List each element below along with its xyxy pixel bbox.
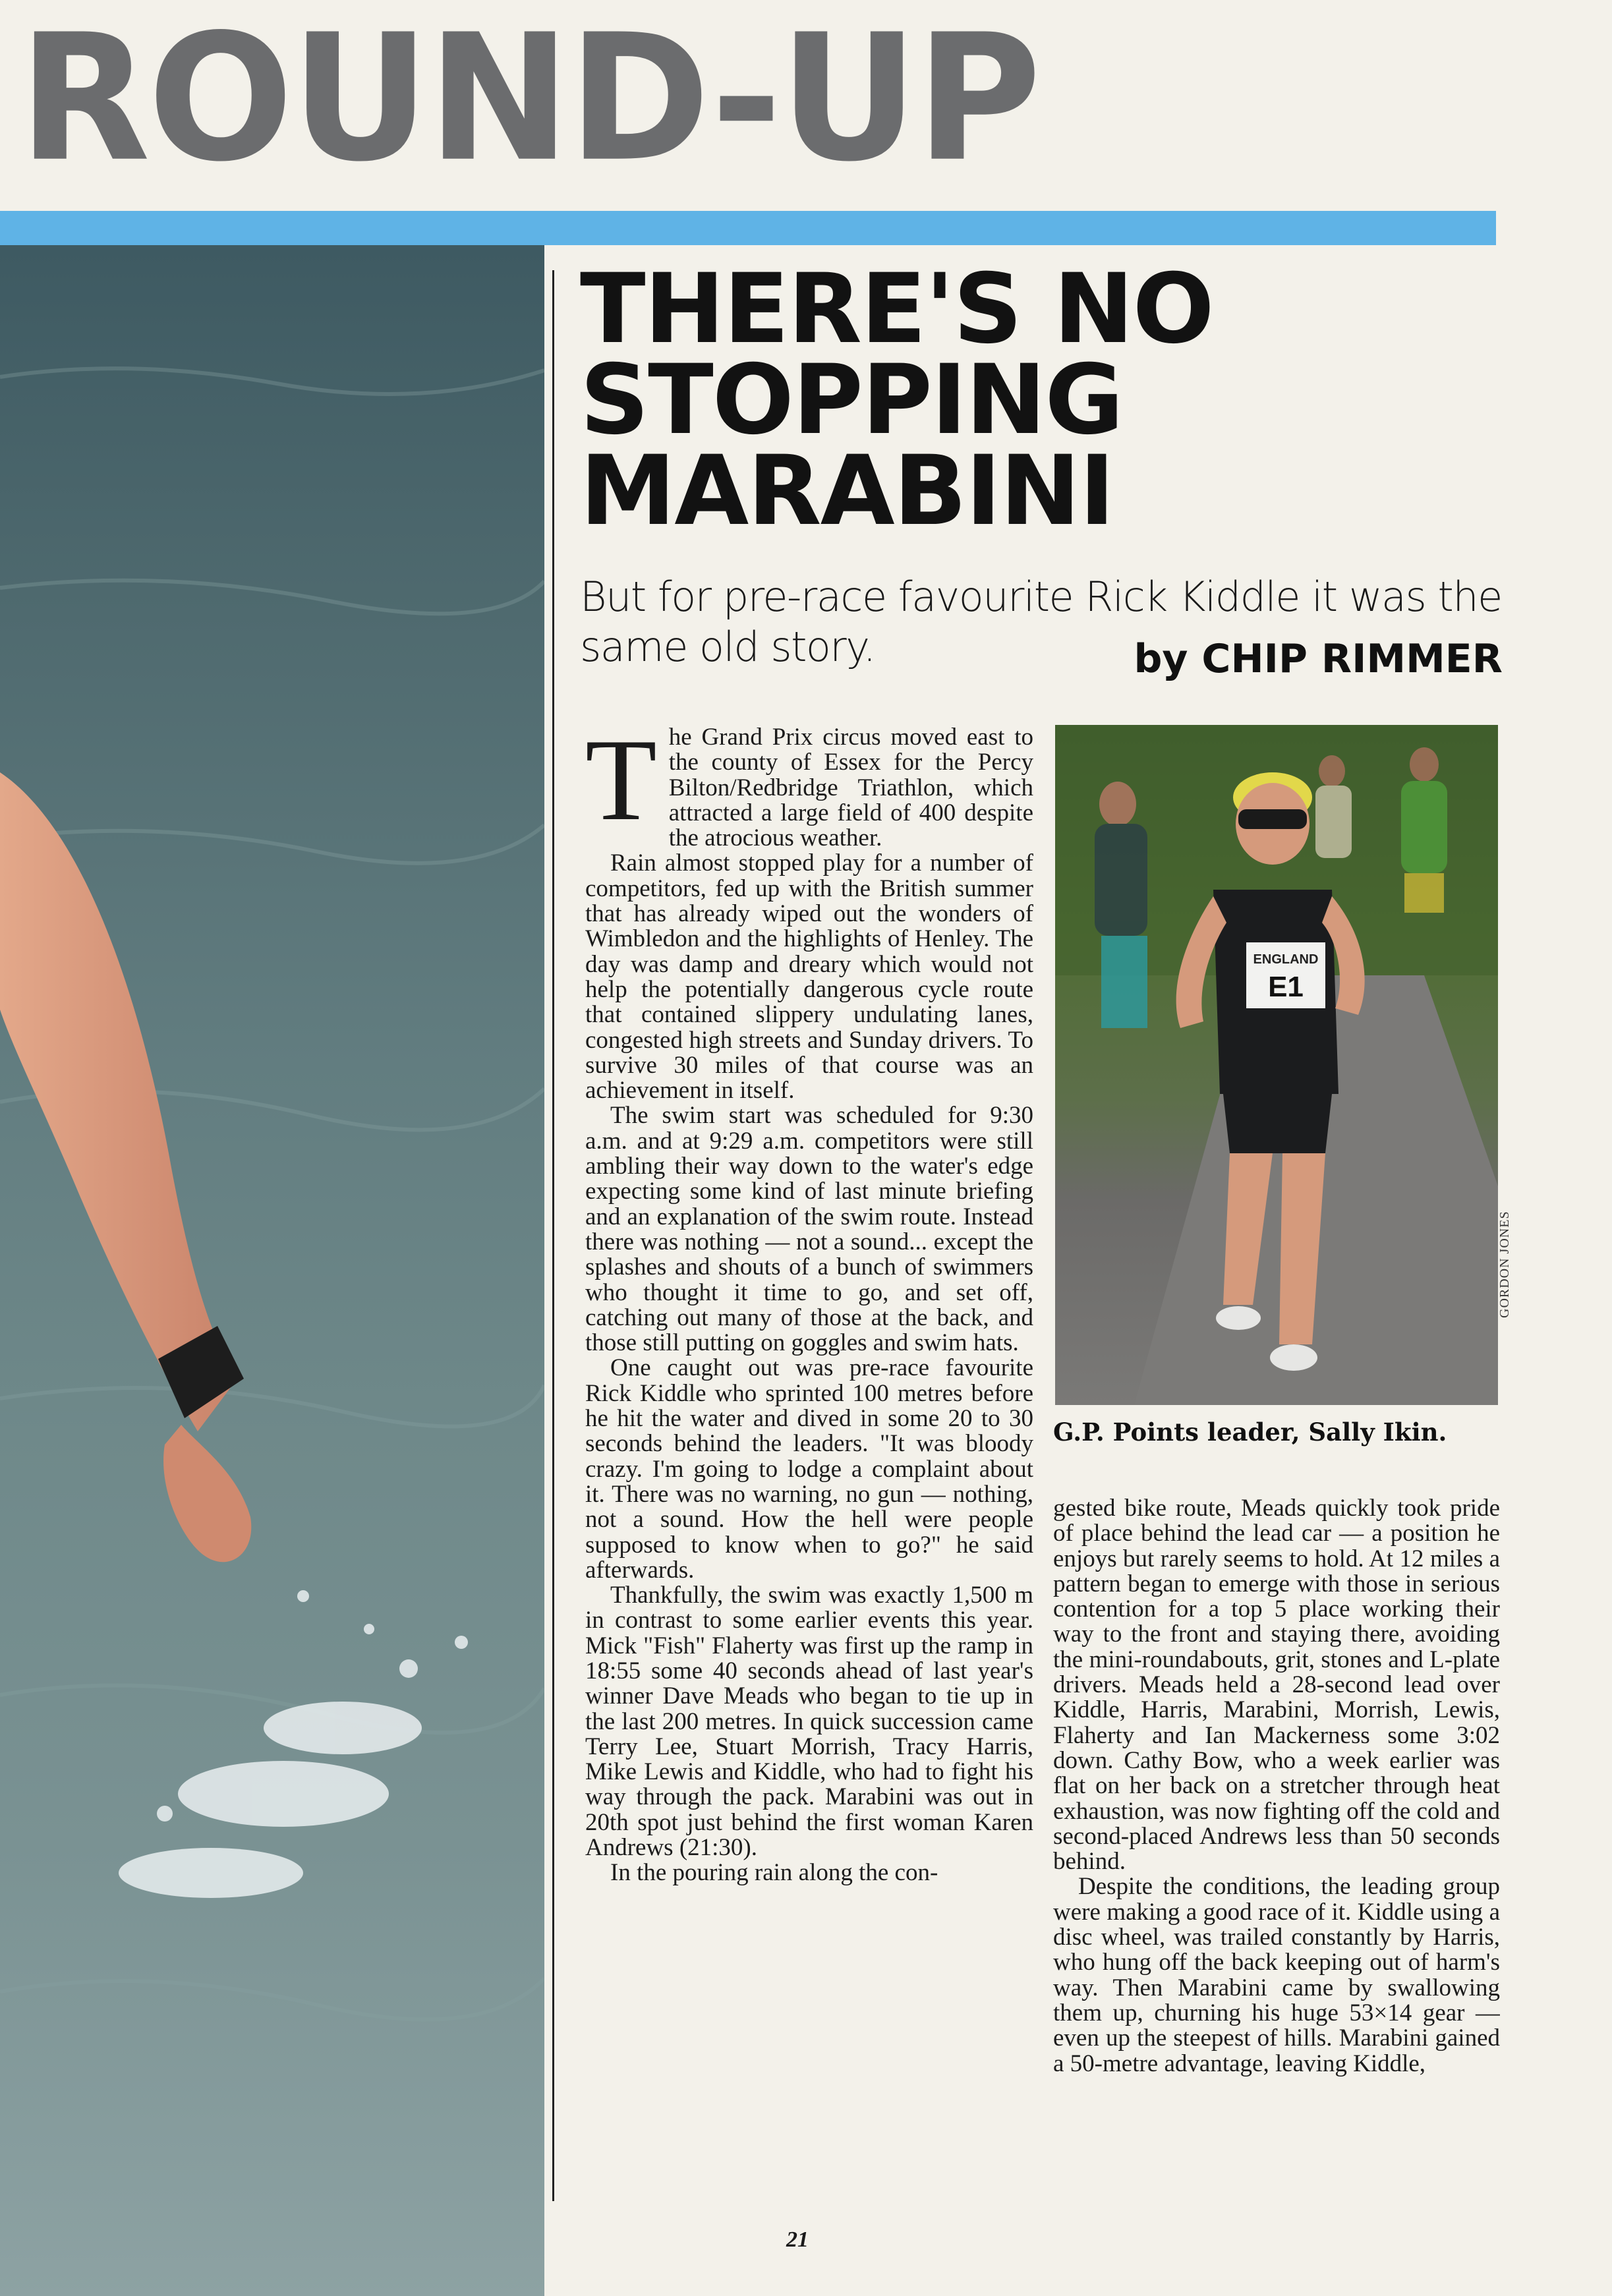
paragraph: The Grand Prix circus moved east to the county of Essex for the Percy Bilton/Redbridge Triathlon, which attracted a large field of 400 despite the atrocious weather. xyxy=(585,725,1033,852)
page-number: 21 xyxy=(786,2227,809,2252)
runner-photo-illustration xyxy=(1055,725,1498,1405)
header-rule xyxy=(0,211,1496,245)
runner-photo xyxy=(1055,725,1498,1405)
paragraph: Despite the conditions, the leading group were making a good race of it. Kiddle using a disc wheel, was trailed constantly by Harris, who hung off the back keeping out of harm's way. Then Marabini came by swallowing them up, churning his huge 53×14 gear — even up the steepest of hills. Marabini gained a 50-metre advantage, leaving Kiddle, xyxy=(1053,1873,1500,2077)
paragraph: One caught out was pre-race favourite Rick Kiddle who sprinted 100 metres before he hit the water and dived in some 20 to 30 seconds behind the leaders. "It was bloody crazy. I'm going to lodge a complaint about it. There was no warning, no gun — nothing, not a sound. How the hell were people supposed to know when to go?" he said afterwards. xyxy=(585,1354,1033,1584)
paragraph: In the pouring rain along the con- xyxy=(610,1859,938,1887)
article-headline: THERE'S NO STOPPING MARABINI xyxy=(580,253,1213,547)
paragraph: Rain almost stopped play for a number of competitors, fed up with the British summer that has already wiped out the wonders of Wimbledon and the highlights of Henley. The day was damp and dreary which would not help the potentially dangerous cycle route that contained slippery undulating lanes, congested high streets and Sunday drivers. To survive 30 miles of that course was an achievement in itself. xyxy=(585,849,1033,1105)
drop-cap: T xyxy=(585,725,657,845)
article-column-1 xyxy=(585,725,1033,2181)
article-standfirst: But for pre-race favourite Rick Kiddle it was the same old story. xyxy=(580,573,1502,671)
bib-top-text: ENGLAND xyxy=(1253,952,1319,967)
paragraph: gested bike route, Meads quickly took pride of place behind the lead car — a position he enjoys but rarely seems to hold. At 12 miles a pattern began to emerge with those in serious contention for a top 5 place working their way to the front and staying there, avoiding the mini-roundabouts, grit, stones and L-plate drivers. Meads held a 28-second lead over Kiddle, Harris, Marabini, Morrish, Lewis, Flaherty and Ian Mackerness some 3:02 down. Cathy Bow, who a week earlier was flat on her back on a stretcher through heat exhaustion, was now fighting off the cold and second-placed Andrews less than 50 seconds behind. xyxy=(1053,1496,1500,1876)
photo-caption: G.P. Points leader, Sally Ikin. xyxy=(1053,1418,1447,1447)
section-title: ROUND-UP xyxy=(18,0,1039,201)
article-byline: by CHIP RIMMER xyxy=(1134,636,1503,682)
article-column-2 xyxy=(1053,1496,1500,2195)
photo-credit: GORDON JONES xyxy=(1497,1211,1512,1318)
swimmer-photo-illustration xyxy=(0,245,544,2296)
paragraph: Thankfully, the swim was exactly 1,500 m in contrast to some earlier events this year. Mick "Fish" Flaherty was first up the ramp in 18:55 some 40 seconds ahead of last year's winner Dave Meads who began to tie up in the last 200 metres. In quick succession came Terry Lee, Stuart Morrish, Tracy Harris, Mike Lewis and Kiddle, who had to fight his way through the pack. Marabini was out in 20th spot just behind the first woman Karen Andrews (21:30). xyxy=(585,1582,1033,1862)
paragraph: The swim start was scheduled for 9:30 a.m. and at 9:29 a.m. competitors were still ambling their way down to the water's edge expecting some kind of last minute briefing and an explanation of the swim route. Instead there was nothing — not a sound... except the splashes and shouts of a bunch of swimmers who thought it time to go, and set off, catching out many of those at the back, and those still putting on goggles and swim hats. xyxy=(585,1102,1033,1357)
swimmer-photo xyxy=(0,245,544,2296)
bib-number-text: E1 xyxy=(1268,971,1304,1003)
column-divider xyxy=(552,270,554,2201)
